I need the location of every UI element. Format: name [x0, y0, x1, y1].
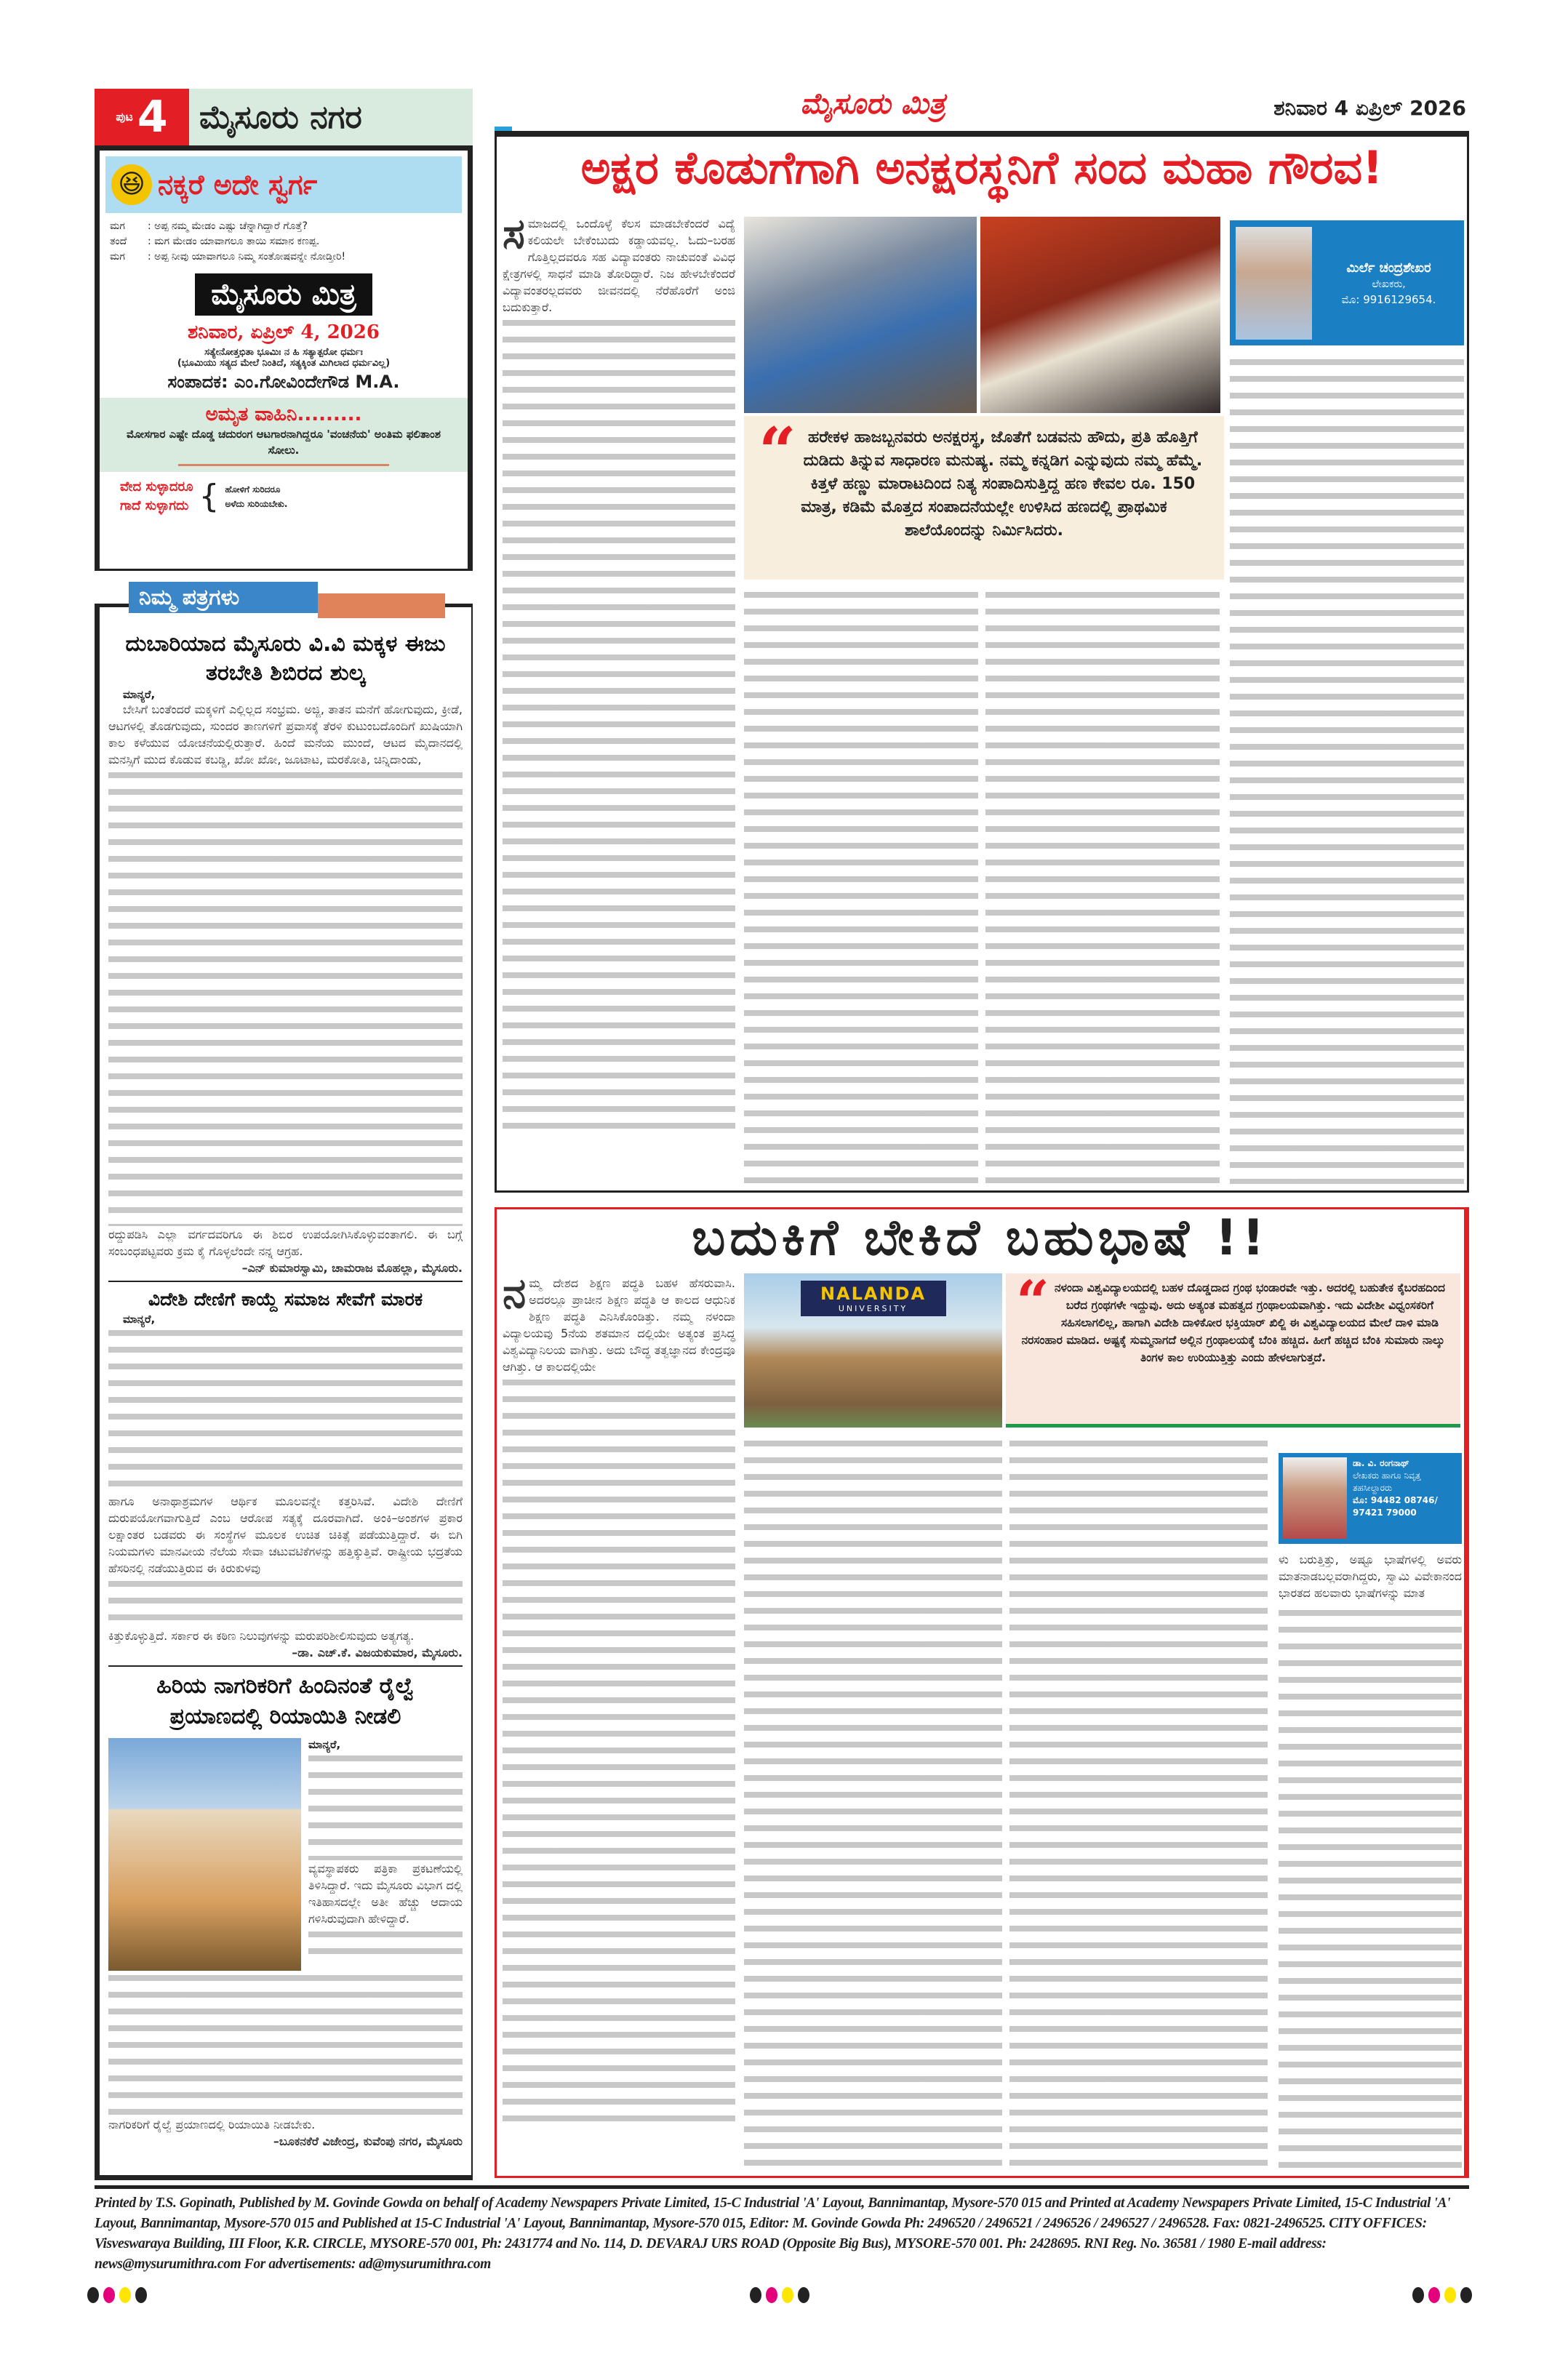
amrutha-title: ಅಮೃತ ವಾಹಿನಿ.........	[205, 404, 362, 425]
section-title: ಮೈಸೂರು ನಗರ	[199, 98, 362, 136]
salutation: ಮಾನ್ಯರೆ,	[123, 688, 156, 701]
header-date: ಶನಿವಾರ 4 ಏಪ್ರಿಲ್ 2026	[1273, 96, 1466, 120]
page-number-badge	[95, 89, 189, 145]
amrutha-vahini	[100, 398, 468, 472]
article-1	[495, 131, 1469, 1193]
editor-name: ಸಂಪಾದಕ: ಎಂ.ಗೋವಿಂದೇಗೌಡ M.A.	[167, 372, 400, 392]
letter-signature: –ಎನ್ ಕುಮಾರಸ್ವಾಮಿ, ಚಾಮರಾಜ ಮೊಹಲ್ಲಾ, ಮೈಸೂರು.	[241, 1261, 463, 1275]
author-name: ಡಾ. ವಿ. ರಂಗನಾಥ್	[1353, 1458, 1409, 1468]
author-name: ಮಿರ್ಲೆ ಚಂದ್ರಶೇಖರ	[1346, 260, 1431, 276]
joke-dialogue	[105, 213, 462, 271]
letter-signature: –ಬೂಕನಕೆರೆ ವಿಜೇಂದ್ರ, ಕುವೆಂಪು ನಗರ, ಮೈಸೂರು	[273, 2134, 463, 2148]
nalanda-subcaption: UNIVERSITY	[838, 1304, 908, 1313]
imprint: Printed by T.S. Gopinath, Published by M. Govinde Gowda on behalf of Academy Newspapers Private Limited, 15-C Industrial 'A' Layout, Bannimantap, Mysore-570 015 and Printed at Academy Newspapers Private Limited, 15-C Industrial 'A' Layout, Bannimantap, Mysore-570 015 and Published at 15-C Industrial 'A' Layout, Bannimantap, Mysore-570 015, Editor: M. Govinde Gowda Ph: 2496520 / 2496521 / 2496526 / 2496527 / 2496528. Fax: 0821-2496525. CITY OFFICES: Visveswaraya Building, III Floor, K.R. CIRCLE, MYSORE-570 001, Ph: 2431774 and No. 114, D. DEVARAJ URS ROAD (Opposite Big Bus), MYSORE-570 001. Ph: 2428695. RNI Reg. No. 36581 / 1980 E-mail address: news@mysurumithra.com For advertisements: ad@mysurumithra.com	[95, 2195, 1451, 2272]
letters-section	[95, 585, 473, 2180]
pull-quote: “ ಹರೇಕಳ ಹಾಜಬ್ಬನವರು ಅನಕ್ಷರಸ್ಥ, ಜೊತೆಗೆ ಬಡವನು ಹೌದು, ಪ್ರತಿ ಹೊತ್ತಿಗೆ ದುಡಿದು ತಿನ್ನುವ ಸಾಧಾರಣ ಮನುಷ್ಯ. ನಮ್ಮ ಕನ್ನಡಿಗ ಎನ್ನುವುದು ನಮ್ಮ ಹೆಮ್ಮೆ. ಕಿತ್ತಳೆ ಹಣ್ಣು ಮಾರಾಟದಿಂದ ನಿತ್ಯ ಸಂಪಾದಿಸುತ್ತಿದ್ದ ಹಣ ಕೇವಲ ರೂ. 150 ಮಾತ್ರ, ಕಡಿಮೆ ಮೊತ್ತದ ಸಂಪಾದನೆಯಲ್ಲೇ ಉಳಿಸಿದ ಹಣದಲ್ಲಿ ಪ್ರಾಥಮಿಕ ಶಾಲೆಯೊಂದನ್ನು ನಿರ್ಮಿಸಿದರು.	[744, 416, 1224, 580]
dropcap: ಸ	[503, 209, 525, 258]
award-ceremony-photo	[980, 217, 1220, 413]
letter-body: ಹಾಗೂ ಅನಾಥಾಶ್ರಮಗಳ ಆರ್ಥಿಕ ಮೂಲವನ್ನೇ ಕತ್ತರಿಸಿವೆ. ವಿದೇಶಿ ದೇಣಿಗೆ ದುರುಪಯೋಗವಾಗುತ್ತಿದೆ ಎಂಬ ಆರೋಪ ಸತ್ಯಕ್ಕೆ ದೂರವಾಗಿದೆ. ಅಂಕಿ–ಅಂಶಗಳ ಪ್ರಕಾರ ಲಕ್ಷಾಂತರ ಬಡವರು ಈ ಸಂಸ್ಥೆಗಳ ಮೂಲಕ ಉಚಿತ ಚಿಕಿತ್ಸೆ ಪಡೆಯುತ್ತಿದ್ದಾರೆ. ಈ ಬಿಗಿ ನಿಯಮಗಳು ಮಾನವೀಯ ನೆಲೆಯ ಸೇವಾ ಚಟುವಟಿಕೆಗಳನ್ನು ಹತ್ತಿಕ್ಕುತ್ತಿವೆ. ರಾಷ್ಟ್ರೀಯ ಭದ್ರತೆಯ ಹೆಸರಿನಲ್ಲಿ ನಡೆಯುತ್ತಿರುವ ಈ ಕಿರುಕುಳವು	[108, 1494, 463, 1575]
salutation: ಮಾನ್ಯರೆ,	[123, 1313, 156, 1326]
dropcap: ನ	[503, 1268, 527, 1318]
salutation: ಮಾನ್ಯರೆ,	[308, 1738, 341, 1751]
article-2-lead: ಮ್ಮ ದೇಶದ ಶಿಕ್ಷಣ ಪದ್ಧತಿ ಬಹಳ ಹೆಸರುವಾಸಿ. ಅದರಲ್ಲೂ ಪ್ರಾಚೀನ ಶಿಕ್ಷಣ ಪದ್ಧತಿ ಆ ಕಾಲದ ಆಧುನಿಕ ಶಿಕ್ಷಣ ಪದ್ಧತಿ ಎನಿಸಿಕೊಂಡಿತ್ತು. ನಮ್ಮ ನಳಂದಾ ವಿದ್ಯಾಲಯವು 5ನೆಯ ಶತಮಾನ ದಲ್ಲಿಯೇ ಅತ್ಯಂತ ಪ್ರಸಿದ್ಧ ವಿಶ್ವವಿದ್ಯಾನಿಲಯ ವಾಗಿತ್ತು. ಅದು ಬೌದ್ಧ ತತ್ವಜ್ಞಾನದ ಕೇಂದ್ರವೂ ಆಗಿತ್ತು. ಆ ಕಾಲದಲ್ಲಿಯೇ	[503, 1276, 735, 1374]
letter-body: ವ್ಯವಸ್ಥಾಪಕರು ಪತ್ರಿಕಾ ಪ್ರಕಟಣೆಯಲ್ಲಿ ತಿಳಿಸಿದ್ದಾರೆ. ಇದು ಮೈಸೂರು ವಿಭಾಗ ದಲ್ಲಿ ಇತಿಹಾಸದಲ್ಲೇ ಅತೀ ಹೆಚ್ಚು ಆದಾಯ ಗಳಿಸಿರುವುದಾಗಿ ಹೇಳಿದ್ದಾರೆ.	[308, 1862, 463, 1926]
students-photo	[744, 217, 977, 413]
joke-line: ಮಗ : ಅಪ್ಪ ನಮ್ಮ ಮೇಡಂ ಎಷ್ಟು ಚೆನ್ನಾಗಿದ್ದಾರೆ ಗೊತ್ತೆ?	[110, 220, 308, 232]
author-role: ಲೇಖಕರು,	[1372, 278, 1406, 290]
author-box	[1230, 220, 1464, 345]
masthead: ಮೈಸೂರು ಮಿತ್ರ	[800, 87, 945, 121]
author-photo	[1236, 227, 1312, 340]
author-box	[1279, 1453, 1462, 1544]
motto: ಸತ್ಯೇನೋತ್ತಭಿತಾ ಭೂಮಿಃ ನ ಹಿ ಸತ್ಯಾತ್ಪರೋ ಧರ್ಮಃ	[204, 347, 363, 358]
laughing-face-icon: 😆	[111, 164, 152, 205]
railway-station-photo	[108, 1738, 301, 1971]
pull-quote: “ ನಳಂದಾ ವಿಶ್ವವಿದ್ಯಾಲಯದಲ್ಲಿ ಬಹಳ ದೊಡ್ಡದಾದ ಗ್ರಂಥ ಭಂಡಾರವೇ ಇತ್ತು. ಅದರಲ್ಲಿ ಬಹುತೇಕ ಕೈಬರಹದಿಂದ ಬರೆದ ಗ್ರಂಥಗಳೇ ಇದ್ದುವು. ಅದು ಅತ್ಯಂತ ಮಹತ್ವದ ಗ್ರಂಥಾಲಯವಾಗಿತ್ತು. ಇದು ವಿದೇಶೀ ವಿಧ್ವಂಸಕರಿಗೆ ಸಹಿಸಲಾಗಲಿಲ್ಲ, ಹಾಗಾಗಿ ವಿದೇಶಿ ದಾಳಿಕೋರ ಭಕ್ತಿಯಾರ್ ಖಿಲ್ಜಿ ಈ ವಿಶ್ವವಿದ್ಯಾಲಯದ ಮೇಲೆ ದಾಳಿ ಮಾಡಿ ನರಸಂಹಾರ ಮಾಡಿದ. ಅಷ್ಟಕ್ಕೆ ಸುಮ್ಮನಾಗದೆ ಅಲ್ಲಿನ ಗ್ರಂಥಾಲಯಕ್ಕೆ ಬೆಂಕಿ ಹಚ್ಚಿದ. ಹೀಗೆ ಹಚ್ಚಿದ ಬೆಂಕಿ ಸುಮಾರು ನಾಲ್ಕು ತಿಂಗಳ ಕಾಲ ಉರಿಯುತ್ತಿತ್ತು ಎಂದು ಹೇಳಲಾಗುತ್ತದೆ.	[1006, 1273, 1460, 1428]
page-tag	[95, 89, 473, 145]
author-photo	[1283, 1457, 1347, 1539]
quote-mark-icon: “	[1016, 1268, 1050, 1336]
letter-body: ಬೇಸಿಗೆ ಬಂತೆಂದರೆ ಮಕ್ಕಳಿಗೆ ಎಲ್ಲಿಲ್ಲದ ಸಂಭ್ರಮ. ಅಜ್ಜಿ, ತಾತನ ಮನೆಗೆ ಹೋಗುವುದು, ಕ್ರೀಡೆ, ಆಟಗಳಲ್ಲಿ ತೊಡಗುವುದು, ಸುಂದರ ತಾಣಗಳಿಗೆ ಪ್ರವಾಸಕ್ಕೆ ತೆರಳಿ ಕುಟುಂಬದೊಂದಿಗೆ ಖುಷಿಯಾಗಿ ಕಾಲ ಕಳೆಯುವ ಯೋಚನೆಯಲ್ಲಿರುತ್ತಾರೆ. ಹಿಂದೆ ಮನೆಯ ಮುಂದೆ, ಆಟದ ಮೈದಾನದಲ್ಲಿ ಮನಸ್ಸಿಗೆ ಮುದ ಕೊಡುವ ಕಬಡ್ಡಿ, ಖೋ ಖೋ, ಜೂಟಾಟ, ಮರಕೋತಿ, ಚಿನ್ನಿದಾಂಡು,	[108, 702, 463, 766]
joke-title: ನಕ್ಕರೆ ಅದೇ ಸ್ವರ್ಗ	[158, 168, 318, 201]
page-label: ಪುಟ	[116, 110, 133, 124]
letter-headline: ವಿದೇಶಿ ದೇಣಿಗೆ ಕಾಯ್ದೆ ಸಮಾಜ ಸೇವೆಗೆ ಮಾರಕ	[148, 1289, 423, 1310]
motto-meaning: (ಭೂಮಿಯು ಸತ್ಯದ ಮೇಲೆ ನಿಂತಿದೆ, ಸತ್ಯಕ್ಕಿಂತ ಮಿಗಿಲಾದ ಧರ್ಮವಿಲ್ಲ)	[177, 358, 391, 369]
nalanda-caption: NALANDA	[820, 1284, 927, 1304]
edition-logo: ಮೈಸೂರು ಮಿತ್ರ	[195, 273, 372, 316]
author-phone: ಮೊ: 9916129654.	[1341, 292, 1436, 306]
letter-closing: ನಾಗರಿಕರಿಗೆ ರೈಲ್ವೆ ಪ್ರಯಾಣದಲ್ಲಿ ರಿಯಾಯಿತಿ ನೀಡಬೇಕು.	[108, 2118, 316, 2131]
page-number: 4	[137, 92, 168, 143]
edition-date: ಶನಿವಾರ, ಏಪ್ರಿಲ್ 4, 2026	[188, 321, 380, 343]
article-2	[495, 1207, 1469, 2178]
letter-closing: ಕಿತ್ತುಕೊಳ್ಳುತ್ತಿದೆ. ಸರ್ಕಾರ ಈ ಕಠಿಣ ನಿಲುವುಗಳನ್ನು ಮರುಪರಿಶೀಲಿಸುವುದು ಅತ್ಯಗತ್ಯ.	[108, 1629, 415, 1643]
article-1-lead: ಮಾಜದಲ್ಲಿ ಒಂದೊಳ್ಳೆ ಕೆಲಸ ಮಾಡಬೇಕೆಂದರೆ ವಿದ್ಯೆ ಕಲಿಯಲೇ ಬೇಕೆಂಬುದು ಕಡ್ಡಾಯವಲ್ಲ. ಓದು–ಬರಹ ಗೊತ್ತಿಲ್ಲದವರೂ ಸಹ ವಿದ್ಯಾವಂತರು ನಾಚುವಂತೆ ವಿವಿಧ ಕ್ಷೇತ್ರಗಳಲ್ಲಿ ಸಾಧನೆ ಮಾಡಿ ತೋರಿದ್ದಾರೆ. ನಿಜ ಹೇಳಬೇಕೆಂದರೆ ವಿದ್ಯಾವಂತರಲ್ಲದವರು ಜೀವನದಲ್ಲಿ ನೆರೆಹೊರೆಗೆ ಅಂಜಿ ಬದುಕುತ್ತಾರೆ.	[503, 217, 735, 314]
registration-marks	[87, 2287, 1476, 2306]
amrutha-text: ಮೋಸಗಾರ ಎಷ್ಟೇ ದೊಡ್ಡ ಚದುರಂಗ ಆಟಗಾರನಾಗಿದ್ದರೂ 'ವಂಚನೆಯ' ಅಂತಿಮ ಫಲಿತಾಂಶ ಸೋಲು.	[126, 428, 441, 457]
joke-banner	[105, 156, 462, 213]
letter-headline: ದುಬಾರಿಯಾದ ಮೈಸೂರು ವಿ.ವಿ ಮಕ್ಕಳ ಈಜು ತರಬೇತಿ ಶಿಬಿರದ ಶುಲ್ಕ	[125, 631, 446, 686]
joke-line: ತಂದೆ : ಮಗ ಮೇಡಂ ಯಾವಾಗಲೂ ತಾಯಿ ಸಮಾನ ಕಣಪ್ಪ.	[110, 236, 320, 247]
letters-section-title: ನಿಮ್ಮ ಪತ್ರಗಳು	[129, 582, 318, 613]
author-role: ಲೇಖಕರು ಹಾಗೂ ನಿವೃತ್ತ ತಹಸೀಲ್ದಾರರು	[1353, 1470, 1421, 1493]
nalanda-photo	[744, 1273, 1002, 1428]
letter-closing: ರದ್ದುಪಡಿಸಿ ಎಲ್ಲಾ ವರ್ಗದವರಿಗೂ ಈ ಶಿಬಿರ ಉಪಯೋಗಿಸಿಕೊಳ್ಳುವಂತಾಗಲಿ. ಈ ಬಗ್ಗೆ ಸಂಬಂಧಪಟ್ಟವರು ಕ್ರಮ ಕೈ ಗೊಳ್ಳಲೆಂದೇ ನನ್ನ ಆಗ್ರಹ.	[108, 1228, 463, 1258]
quote-mark-icon: “	[759, 413, 796, 490]
letter-signature: –ಡಾ. ಎಚ್.ಕೆ. ವಿಜಯಕುಮಾರ, ಮೈಸೂರು.	[292, 1646, 463, 1660]
proverb: ವೇದ ಸುಳ್ಳಾದರೂ ಗಾದೆ ಸುಳ್ಳಾಗದು { ಹೋಳಿಗೆ ಸುರಿದರೂ ಅಳೆದು ಸುರಿಯಬೇಕು.	[120, 478, 288, 515]
letter-headline: ಹಿರಿಯ ನಾಗರಿಕರಿಗೆ ಹಿಂದಿನಂತೆ ರೈಲ್ವೆ ಪ್ರಯಾಣದಲ್ಲಿ ರಿಯಾಯಿತಿ ನೀಡಲಿ	[156, 1673, 415, 1729]
joke-box	[95, 145, 473, 571]
article-2-headline: ಬದುಕಿಗೆ ಬೇಕಿದೆ ಬಹುಭಾಷೆ !!	[692, 1209, 1269, 1267]
author-phone: ಮೊ: 94482 08746/ 97421 79000	[1353, 1495, 1438, 1518]
article-2-excerpt: ಳು ಬರುತ್ತಿತ್ತು, ಅಷ್ಟೂ ಭಾಷೆಗಳಲ್ಲಿ ಅವರು ಮಾತನಾಡಬಲ್ಲವರಾಗಿದ್ದರು, ಸ್ವಾಮಿ ವಿವೇಕಾನಂದ ಭಾರತದ ಹಲವಾರು ಭಾಷೆಗಳನ್ನು ಮಾತ	[1279, 1553, 1462, 1600]
article-1-headline: ಅಕ್ಷರ ಕೊಡುಗೆಗಾಗಿ ಅನಕ್ಷರಸ್ಥನಿಗೆ ಸಂದ ಮಹಾ ಗೌರವ!	[580, 141, 1383, 194]
joke-line: ಮಗ : ಅಪ್ಪ ನೀವು ಯಾವಾಗಲೂ ನಿಮ್ಮ ಸಂತೋಷವನ್ನೇ ನೋಡ್ತೀರಿ!	[110, 251, 346, 263]
